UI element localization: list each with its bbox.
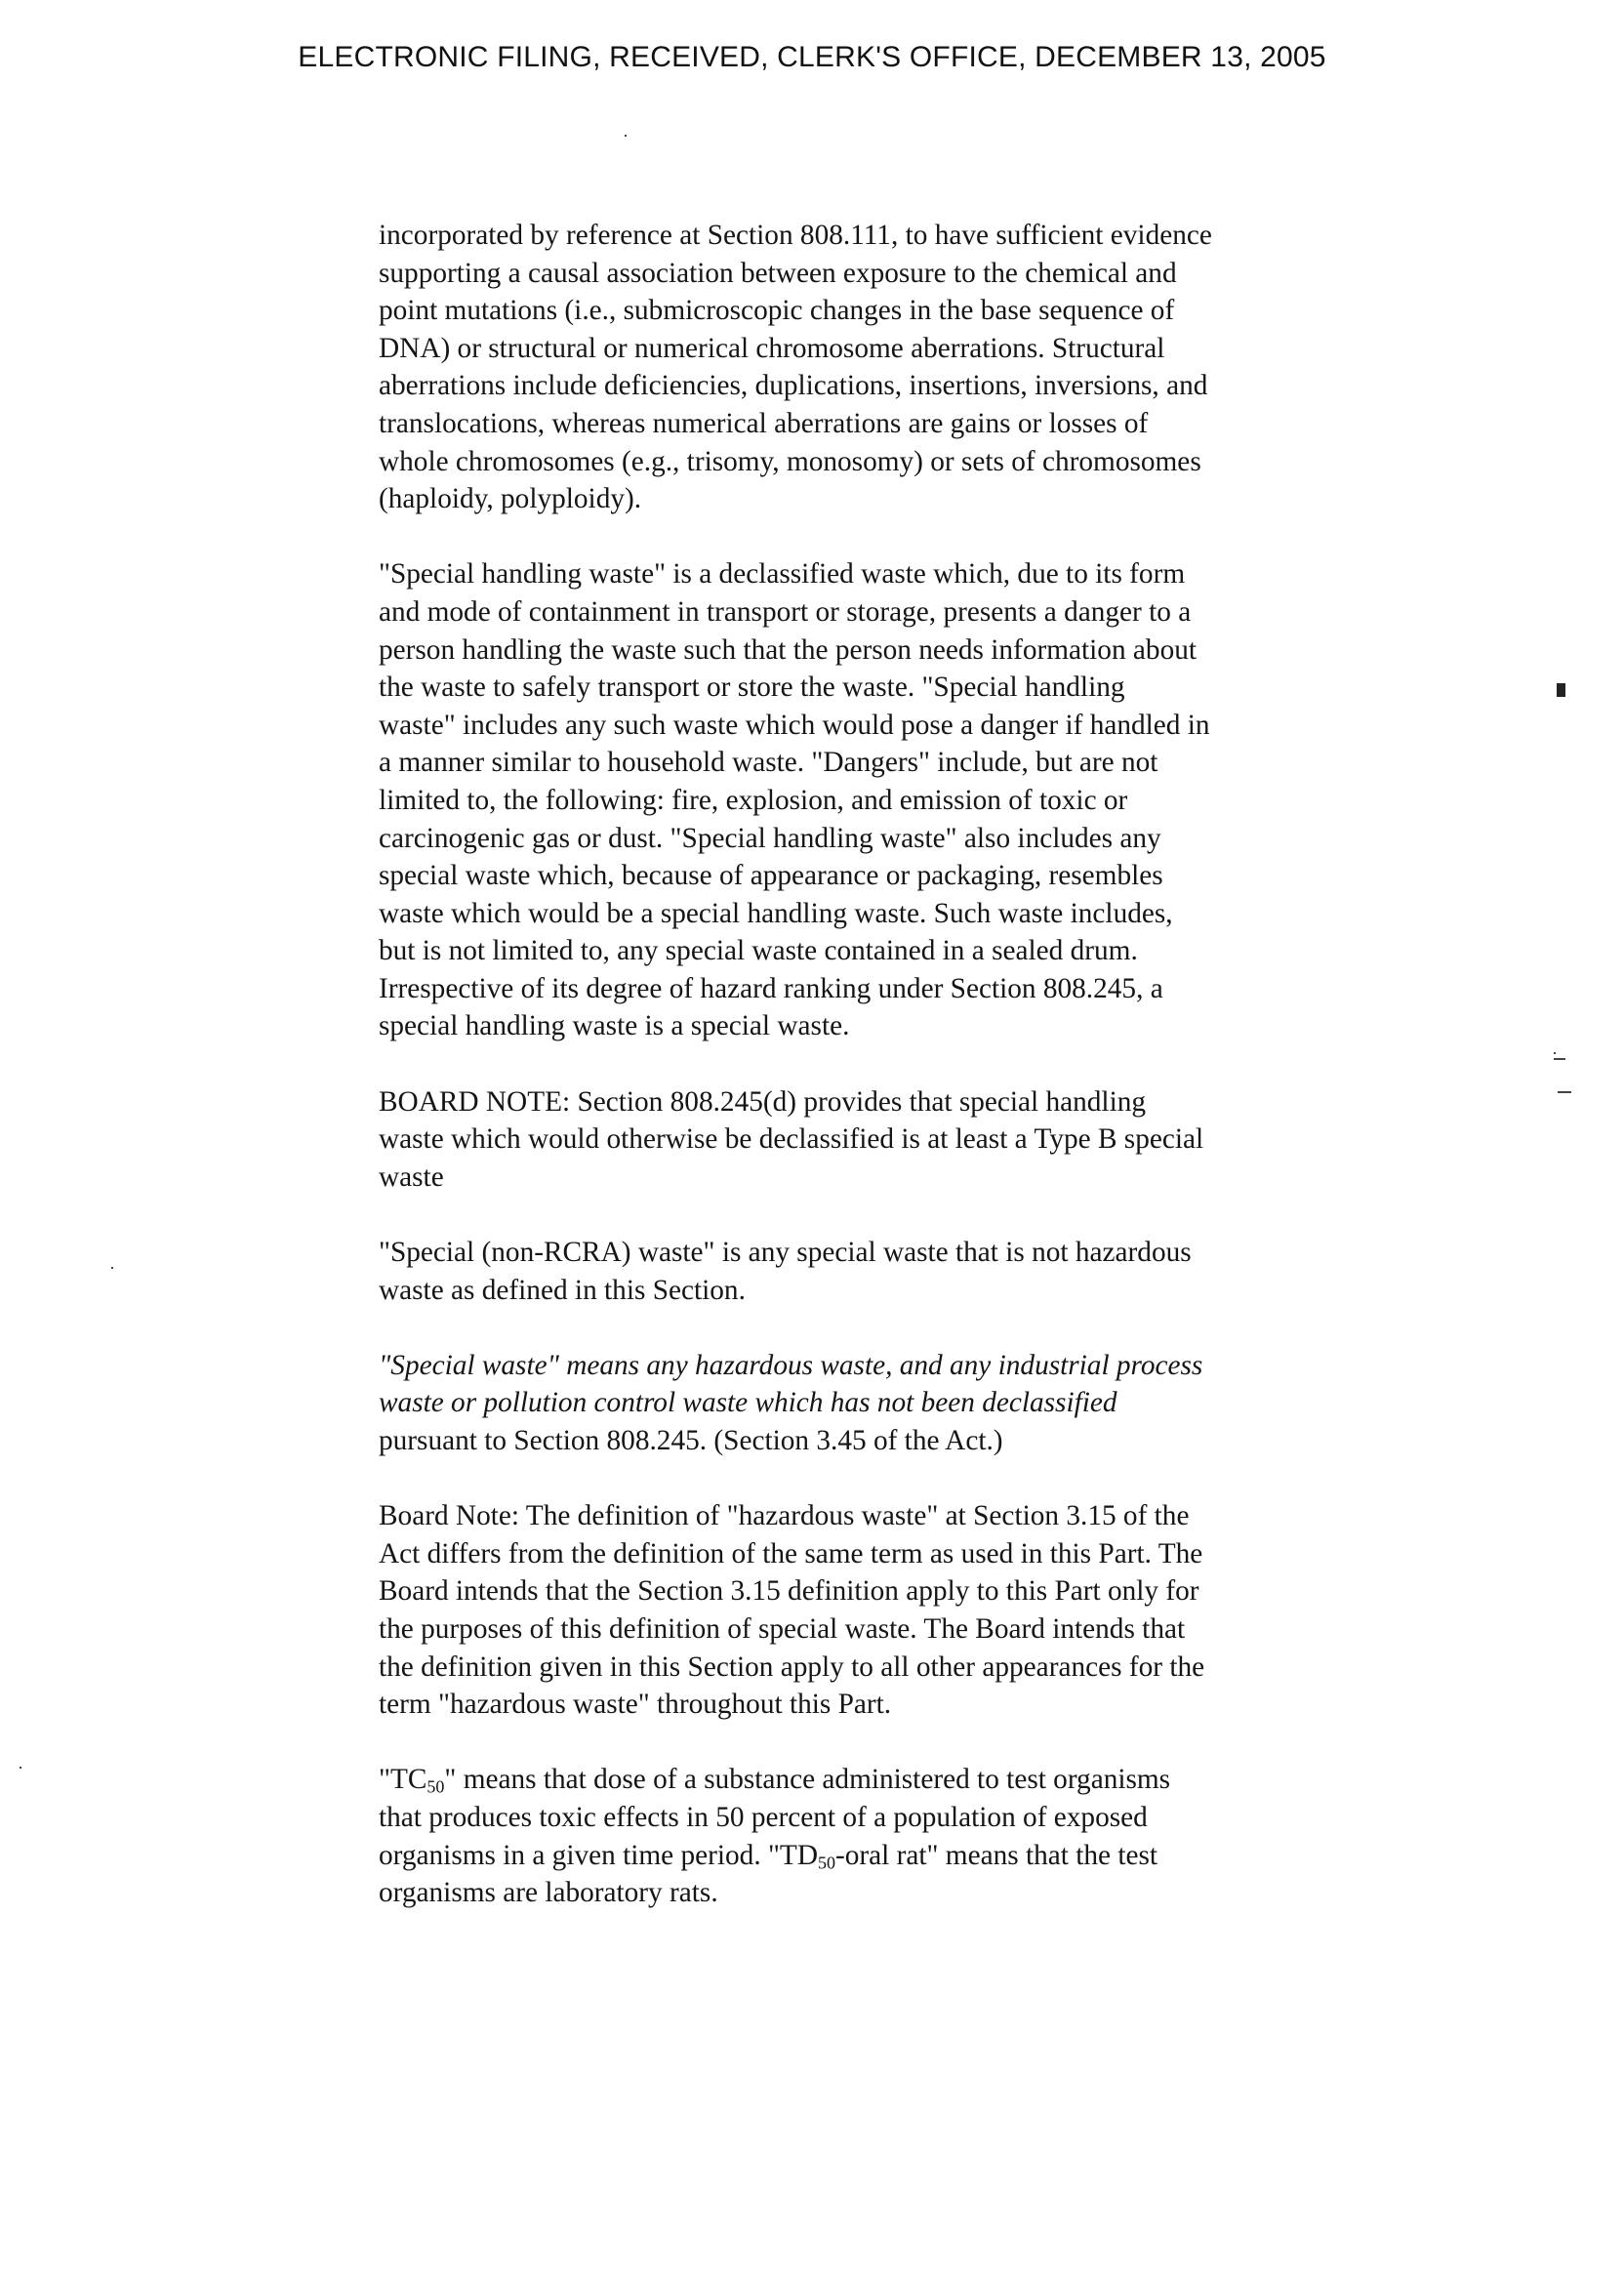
text-segment: -oral rat" means that the test	[834, 1839, 1158, 1871]
text-line: waste	[379, 1161, 444, 1193]
text-line: whole chromosomes (e.g., trisomy, monosomy) or sets of chromosomes	[379, 445, 1201, 477]
paragraph-board-note-1	[379, 1083, 1335, 1197]
paragraph-board-note-2	[379, 1497, 1335, 1724]
margin-mark	[1554, 1058, 1565, 1060]
text-line: aberrations include deficiencies, duplications, insertions, inversions, and	[379, 370, 1208, 402]
text-line: waste as defined in this Section.	[379, 1274, 746, 1306]
statutory-text-line: "Special waste" means any hazardous waste, and any industrial process	[379, 1349, 1203, 1381]
text-line: incorporated by reference at Section 808.111, to have sufficient evidence	[379, 220, 1212, 251]
text-line: a manner similar to household waste. "Dangers" include, but are not	[379, 747, 1158, 779]
paragraph-mutagenic-continuation	[379, 217, 1335, 518]
text-line: limited to, the following: fire, explosion, and emission of toxic or	[379, 784, 1128, 816]
text-line: special handling waste is a special waste.	[379, 1010, 850, 1042]
scan-speck	[20, 1767, 21, 1769]
text-line: waste which would otherwise be declassified is at least a Type B special	[379, 1123, 1204, 1156]
text-line: term "hazardous waste" throughout this Part.	[379, 1689, 892, 1721]
text-line: Board intends that the Section 3.15 definition apply to this Part only for	[379, 1575, 1199, 1608]
margin-mark	[1557, 683, 1565, 697]
document-body	[379, 217, 1335, 1912]
text-line: waste which would be a special handling waste. Such waste includes,	[379, 897, 1173, 929]
text-line: "Special handling waste" is a declassified waste which, due to its form	[379, 558, 1186, 591]
scan-speck	[625, 135, 627, 137]
paragraph-tc50-definition	[379, 1761, 1335, 1911]
text-line: supporting a causal association between exposure to the chemical and	[379, 257, 1177, 289]
tc-term: "TC	[379, 1764, 427, 1796]
text-line: special waste which, because of appearance or packaging, resembles	[379, 860, 1163, 892]
statutory-text-line: waste or pollution control waste which has not been declassified	[379, 1387, 1117, 1419]
text-line: the definition given in this Section apply to all other appearances for the	[379, 1650, 1205, 1683]
margin-mark	[1558, 1091, 1571, 1093]
text-line: (haploidy, polyploidy).	[379, 483, 642, 515]
text-line: DNA) or structural or numerical chromosome aberrations. Structural	[379, 332, 1165, 364]
td-subscript: 50	[817, 1853, 835, 1873]
filing-stamp-header: ELECTRONIC FILING, RECEIVED, CLERK'S OFFICE, DECEMBER 13, 2005	[298, 41, 1326, 73]
paragraph-special-non-rcra-waste	[379, 1234, 1335, 1309]
text-line	[379, 1837, 1335, 1875]
scan-speck	[1554, 1052, 1556, 1054]
text-line: pursuant to Section 808.245. (Section 3.45 of the Act.)	[379, 1425, 1003, 1456]
scan-speck	[111, 1267, 113, 1269]
text-line	[379, 1761, 1335, 1799]
text-line: the waste to safely transport or store the waste. "Special handling	[379, 672, 1125, 704]
text-line: translocations, whereas numerical aberrations are gains or losses of	[379, 407, 1149, 439]
text-line: point mutations (i.e., submicroscopic changes in the base sequence of	[379, 295, 1175, 327]
paragraph-special-handling-waste	[379, 555, 1335, 1045]
text-line: Board Note: The definition of "hazardous waste" at Section 3.15 of the	[379, 1500, 1190, 1532]
text-line: BOARD NOTE: Section 808.245(d) provides that special handling	[379, 1085, 1147, 1118]
text-line: carcinogenic gas or dust. "Special handling waste" also includes any	[379, 822, 1161, 854]
text-line: Act differs from the definition of the same term as used in this Part. The	[379, 1537, 1203, 1569]
text-segment: " means that dose of a substance administered to test organisms	[444, 1764, 1171, 1796]
tc-subscript: 50	[426, 1776, 445, 1797]
text-line: that produces toxic effects in 50 percent of a population of exposed	[379, 1801, 1148, 1833]
text-line: and mode of containment in transport or storage, presents a danger to a	[379, 595, 1192, 628]
text-line: Irrespective of its degree of hazard ranking under Section 808.245, a	[379, 972, 1163, 1004]
text-line: the purposes of this definition of special waste. The Board intends that	[379, 1612, 1186, 1645]
text-line: but is not limited to, any special waste contained in a sealed drum.	[379, 935, 1138, 967]
text-line: "Special (non-RCRA) waste" is any special waste that is not hazardous	[379, 1237, 1192, 1269]
text-line: organisms are laboratory rats.	[379, 1877, 718, 1909]
text-line: person handling the waste such that the person needs information about	[379, 633, 1198, 666]
paragraph-special-waste	[379, 1347, 1335, 1460]
text-line: waste" includes any such waste which would pose a danger if handled in	[379, 709, 1210, 741]
text-segment: organisms in a given time period. "TD	[379, 1839, 818, 1871]
